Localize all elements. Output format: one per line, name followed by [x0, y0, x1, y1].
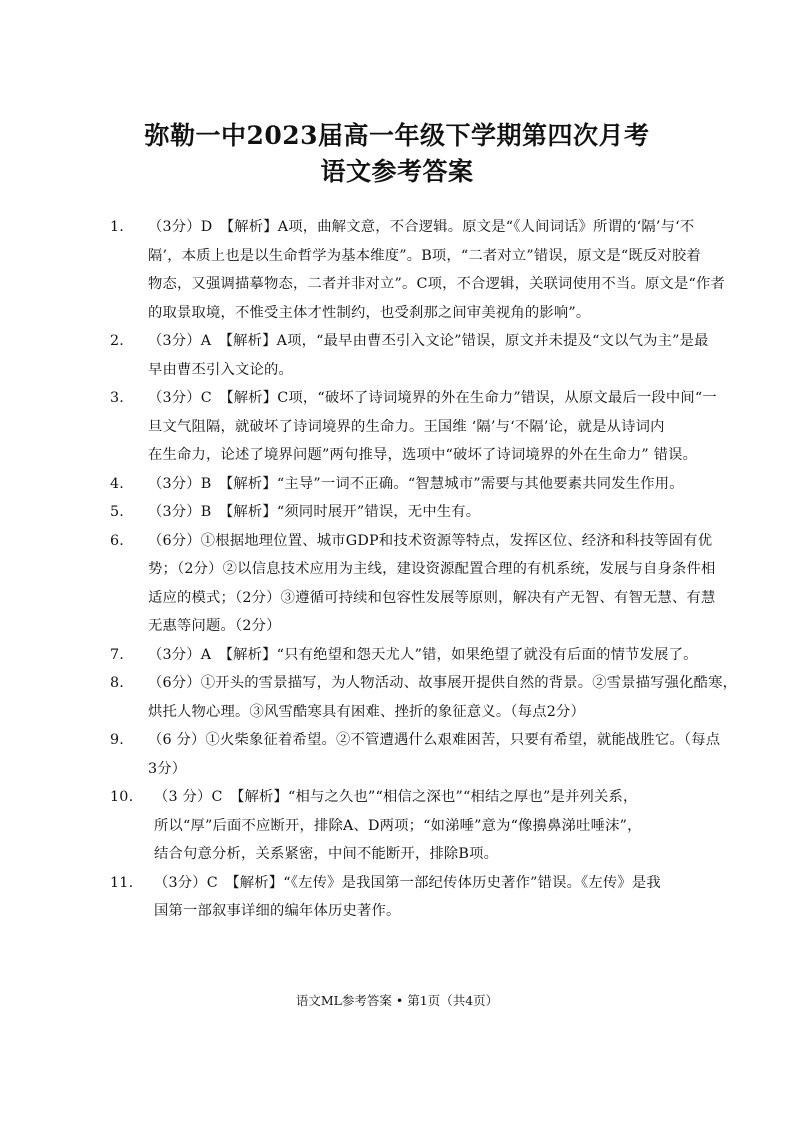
answer-number: 6. — [110, 532, 125, 549]
answer-item-3 — [110, 384, 717, 470]
answer-number: 2. — [110, 333, 125, 349]
page-title: 弥勒一中2023届高一年级下学期第四次月考 — [144, 121, 650, 150]
answer-item-8 — [110, 669, 738, 726]
answer-number: 3. — [110, 390, 125, 406]
answer-number: 5. — [110, 504, 125, 520]
answer-number: 1. — [110, 219, 125, 235]
answer-number: 11. — [110, 874, 134, 891]
answer-text: （3分）C 【解析】C项，“破坏了诗词境界的外在生命力”错误，从原文最后一段中间“一 旦文气阻隔，就破坏了诗词境界的生命力。王国维 ‘隔’与‘不隔’论，就是从诗词内 在生命力，论述了境界问题”两句推导，选项中“破坏了诗词境界的外在生命力” 错误。 — [148, 390, 717, 463]
answer-text: （3 分）C 【解析】“相与之久也”“相信之深也”“相结之厚也”是并列关系， 所以“厚”后面不应断开，排除A、D两项；“如涕唾”意为“像擤鼻涕吐唾沫”， 结合句意分析，关系紧密，中间不能断开，排除B项。 — [154, 789, 642, 862]
answer-text: （6分）①开头的雪景描写，为人物活动、故事展开提供自然的背景。②雪景描写强化酷寒， 烘托人物心理。③风雪酷寒具有困难、挫折的象征意义。（每点2分） — [148, 675, 738, 720]
answer-text: （3分）B 【解析】“须同时展开”错误，无中生有。 — [148, 504, 481, 520]
answer-number: 8. — [110, 675, 125, 691]
answer-list — [110, 213, 738, 926]
answer-text: （3分）A 【解析】A项，“最早由曹丕引入文论”错误，原文并未提及“文以气为主”是最 早由曹丕引入文论的。 — [148, 333, 709, 378]
answer-text: （6分）①根据地理位置、城市GDP和技术资源等特点，发挥区位、经济和科技等固有优 势；（2分）②以信息技术应用为主线，建设资源配置合理的有机系统，发展与自身条件相 适应的模式；（2分）③遵循可持续和包容性发展等原则，解决有产无智、有智无慧、有慧 无惠等问题。（2分） — [148, 532, 716, 634]
answer-item-10 — [110, 783, 684, 869]
answer-text: （3分）A 【解析】“只有绝望和怨天尤人”错，如果绝望了就没有后面的情节发展了。 — [148, 646, 698, 663]
answer-item-7 — [110, 641, 698, 670]
answer-number: 7. — [110, 646, 125, 663]
answer-text: （3分）D 【解析】A项，曲解文意，不合逻辑。原文是“《人间词话》所谓的‘隔’与‘不 隔’，本质上也是以生命哲学为基本维度”。B项，“二者对立”错误，原文是“既反对胶着 物态，又强调描摹物态，二者并非对立”。C项，不合逻辑，关联词使用不当。原文是“作者 的取景取境，不惟受主体才性制约，也受刹那之间审美视角的影响”。 — [148, 219, 726, 321]
page-footer: 语文ML参考答案 • 第1页（共4页） — [295, 993, 499, 1008]
answer-item-4 — [110, 470, 684, 499]
answer-item-1 — [110, 213, 726, 327]
answer-text: （3分）C 【解析】“《左传》是我国第一部纪传体历史著作”错误。《左传》是我 国第一部叙事详细的编年体历史著作。 — [154, 874, 661, 919]
answer-item-2 — [110, 327, 709, 384]
answer-item-5 — [110, 498, 684, 527]
answer-number: 9. — [110, 732, 125, 748]
answer-text: （6 分）①火柴象征着希望。②不管遭遇什么艰难困苦，只要有希望，就能战胜它。（每点 3分） — [148, 732, 721, 777]
answer-item-6 — [110, 527, 716, 641]
answer-number: 4. — [110, 475, 125, 492]
answer-text: （3分）B 【解析】“主导”一词不正确。“智慧城市”需要与其他要素共同发生作用。 — [148, 475, 684, 492]
answer-number: 10. — [110, 789, 134, 805]
answer-item-9 — [110, 726, 721, 783]
answer-item-11 — [110, 869, 684, 926]
page-subtitle: 语文参考答案 — [320, 157, 474, 186]
